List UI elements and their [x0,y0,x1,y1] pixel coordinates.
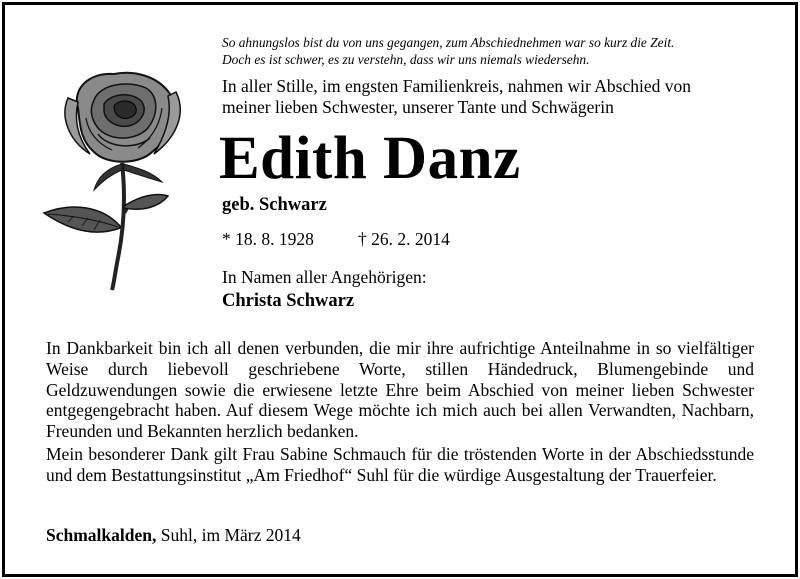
intro-line-2: meiner lieben Schwester, unserer Tante und Schwägerin [222,97,614,117]
thanks-paragraph-1: In Dankbarkeit bin ich all denen verbunden, die mir ihre aufrichtige Anteilnahme in so vielfältiger Weise durch liebevoll geschriebene Worte, stillen Händedruck, Blumengebinde und Geldzuwendungen sowie die erwiesene letzte Ehre beim Abschied von meiner lieben Schwester entgegengebracht haben. Auf diesem Wege möchte ich mich auch bei allen Verwandten, Nachbarn, Freunden und Bekannten herzlich bedanken. [46,338,754,442]
intro-line-1: In aller Stille, im engsten Familienkreis, nahmen wir Abschied von [222,76,692,96]
closing-date: Suhl, im März 2014 [156,525,301,545]
motto-line-1: So ahnungslos bist du von uns gegangen, zum Abschiednehmen war so kurz die Zeit. [222,35,675,50]
motto-verse [222,34,762,68]
deceased-name: Edith Danz [219,125,521,192]
death-date: † 26. 2. 2014 [358,229,450,249]
intro-text [222,76,762,118]
rose-icon [38,68,198,293]
closing-line [46,523,301,547]
motto-line-2: Doch es ist schwer, es zu verstehn, dass wir uns niemals wiedersehn. [222,52,590,67]
thanks-paragraph-2: Mein besonderer Dank gilt Frau Sabine Schmauch für die tröstenden Worte in der Abschiedsstunde und dem Bestattungsinstitut „Am Friedhof“ Suhl für die würdige Ausgestaltung der Trauerfeier. [46,444,754,485]
signer-name: Christa Schwarz [222,291,355,311]
maiden-name: geb. Schwarz [222,195,327,215]
life-dates [222,227,450,251]
on-behalf-line: In Namen aller Angehörigen: [222,267,427,287]
closing-place: Schmalkalden, [46,525,157,545]
birth-date: * 18. 8. 1928 [222,229,314,249]
